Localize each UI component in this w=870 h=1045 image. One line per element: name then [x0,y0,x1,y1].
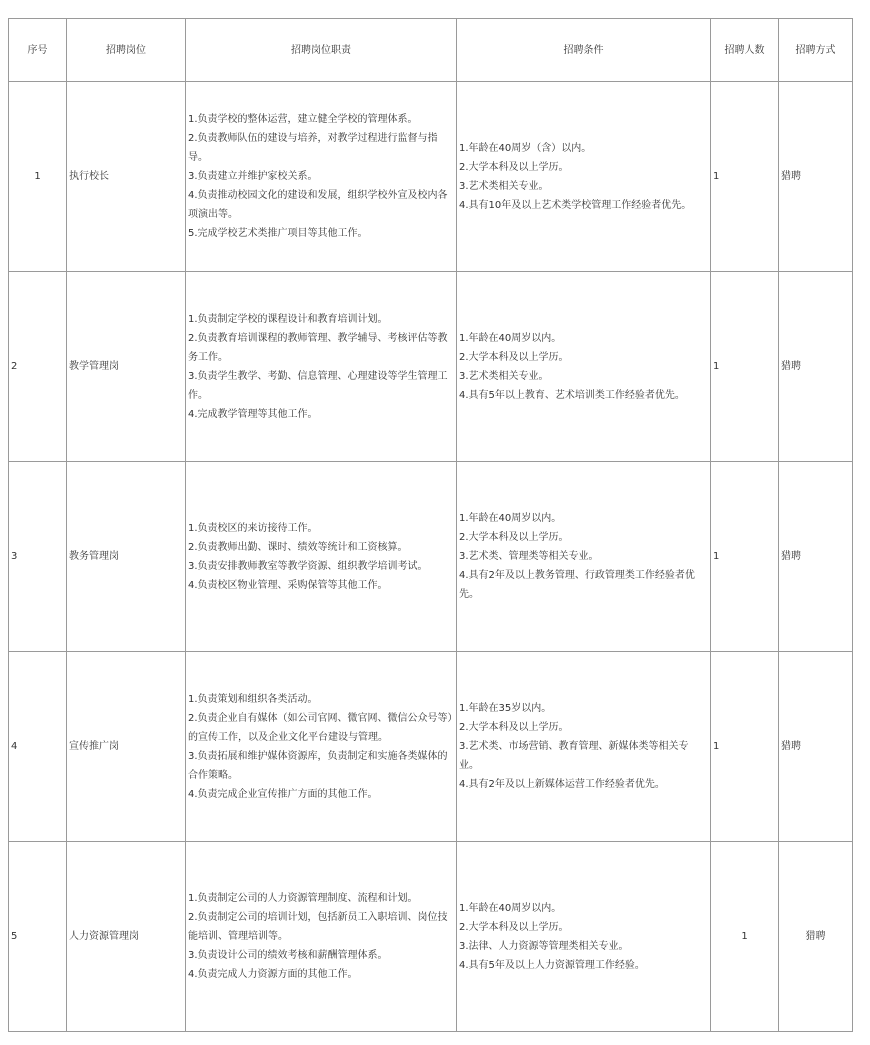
header-requirements: 招聘条件 [457,19,711,82]
recruitment-table [8,18,853,1032]
requirement-line: 4.具有5年及以上人力资源管理工作经验。 [459,959,645,971]
cell-index: 3 [9,462,67,652]
requirement-line: 3.艺术类、市场营销、教育管理、新媒体类等相关专业。 [459,741,689,771]
cell-count: 1 [711,652,779,842]
cell-method: 猎聘 [779,842,853,1032]
requirement-line: 4.具有2年及以上新媒体运营工作经验者优先。 [459,779,665,790]
requirement-line: 1.年龄在40周岁（含）以内。 [459,142,592,154]
table-header-row [9,19,853,82]
requirement-line: 3.艺术类相关专业。 [459,370,549,382]
requirement-line: 1.年龄在40周岁以内。 [459,513,562,524]
duty-line: 1.负责学校的整体运营，建立健全学校的管理体系。 [188,114,418,125]
requirement-line: 3.法律、人力资源等管理类相关专业。 [459,940,629,952]
cell-method: 猎聘 [779,272,853,462]
requirement-line: 4.具有2年及以上教务管理、行政管理类工作经验者优先。 [459,570,695,600]
cell-index: 5 [9,842,67,1032]
table-row [9,82,853,272]
duty-line: 1.负责校区的来访接待工作。 [188,522,318,534]
cell-count: 1 [711,462,779,652]
duty-line: 3.负责建立并维护家校关系。 [188,171,318,182]
cell-position: 宣传推广岗 [67,652,186,842]
cell-position: 执行校长 [67,82,186,272]
duty-line: 3.负责拓展和维护媒体资源库，负责制定和实施各类媒体的合作策略。 [188,750,448,781]
duty-line: 5.完成学校艺术类推广项目等其他工作。 [188,228,368,239]
cell-method: 猎聘 [779,82,853,272]
table-row [9,462,853,652]
duty-line: 3.负责学生教学、考勤、信息管理、心理建设等学生管理工作。 [188,370,448,401]
requirement-line: 2.大学本科及以上学历。 [459,921,569,933]
cell-requirements [457,842,711,1032]
header-index: 序号 [9,19,67,82]
cell-method: 猎聘 [779,462,853,652]
cell-count: 1 [711,842,779,1032]
requirement-line: 2.大学本科及以上学历。 [459,161,569,173]
header-duties: 招聘岗位职责 [186,19,457,82]
table-row [9,652,853,842]
requirement-line: 1.年龄在40周岁以内。 [459,332,562,344]
duty-line: 2.负责制定公司的培训计划，包括新员工入职培训、岗位技能培训、管理培训等。 [188,912,448,942]
cell-index: 2 [9,272,67,462]
duty-line: 4.负责校区物业管理、采购保管等其他工作。 [188,579,388,591]
cell-requirements [457,652,711,842]
cell-index: 4 [9,652,67,842]
requirement-line: 1.年龄在35岁以内。 [459,703,552,714]
header-position: 招聘岗位 [67,19,186,82]
duty-line: 3.负责设计公司的绩效考核和薪酬管理体系。 [188,950,388,961]
requirement-line: 2.大学本科及以上学历。 [459,351,569,363]
requirement-line: 1.年龄在40周岁以内。 [459,902,562,914]
duty-line: 1.负责制定公司的人力资源管理制度、流程和计划。 [188,893,418,904]
duty-line: 4.完成教学管理等其他工作。 [188,408,318,420]
header-method: 招聘方式 [779,19,853,82]
duty-line: 3.负责安排教师教室等教学资源、组织教学培训考试。 [188,560,428,572]
table-row [9,842,853,1032]
cell-count: 1 [711,272,779,462]
cell-duties [186,272,457,462]
cell-duties [186,462,457,652]
duty-line: 2.负责教师队伍的建设与培养，对教学过程进行监督与指导。 [188,133,438,163]
duty-line: 1.负责策划和组织各类活动。 [188,693,318,705]
duty-line: 4.负责完成人力资源方面的其他工作。 [188,969,358,980]
header-count: 招聘人数 [711,19,779,82]
cell-requirements [457,462,711,652]
cell-duties [186,652,457,842]
requirement-line: 3.艺术类、管理类等相关专业。 [459,551,599,562]
cell-duties [186,82,457,272]
cell-position: 教学管理岗 [67,272,186,462]
duty-line: 1.负责制定学校的课程设计和教育培训计划。 [188,313,388,325]
cell-index: 1 [9,82,67,272]
table-row [9,272,853,462]
cell-position: 人力资源管理岗 [67,842,186,1032]
cell-method: 猎聘 [779,652,853,842]
duty-line: 2.负责教师出勤、课时、绩效等统计和工资核算。 [188,541,408,553]
cell-requirements [457,82,711,272]
requirement-line: 2.大学本科及以上学历。 [459,722,569,733]
cell-position: 教务管理岗 [67,462,186,652]
duty-line: 4.负责推动校园文化的建设和发展，组织学校外宣及校内各项演出等。 [188,190,448,220]
duty-line: 2.负责教育培训课程的教师管理、教学辅导、考核评估等教务工作。 [188,332,448,363]
requirement-line: 4.具有5年以上教育、艺术培训类工作经验者优先。 [459,389,685,401]
duty-line: 4.负责完成企业宣传推广方面的其他工作。 [188,788,378,800]
cell-count: 1 [711,82,779,272]
requirement-line: 4.具有10年及以上艺术类学校管理工作经验者优先。 [459,199,692,211]
requirement-line: 2.大学本科及以上学历。 [459,532,569,543]
duty-line: 2.负责企业自有媒体（如公司官网、微官网、微信公众号等）的宣传工作，以及企业文化平台建设与管理。 [188,712,453,743]
requirement-line: 3.艺术类相关专业。 [459,180,549,192]
cell-requirements [457,272,711,462]
cell-duties [186,842,457,1032]
